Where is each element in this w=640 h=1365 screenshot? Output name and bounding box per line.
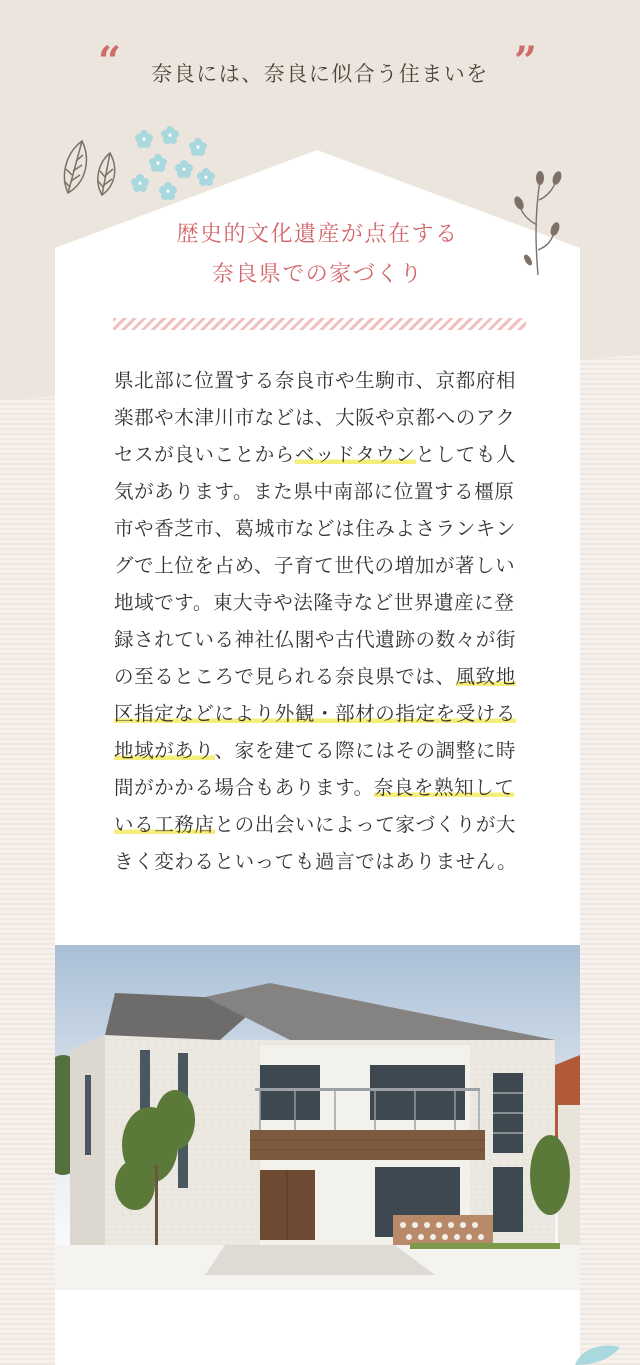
body-text: との出会いによって家づくりが大きく変わるといっても過言ではありません。 bbox=[114, 813, 518, 873]
highlight-text: ベッドタウン bbox=[294, 443, 416, 466]
house-photo bbox=[55, 945, 580, 1290]
section-title-line1: 歴史的文化遺産が点在する bbox=[176, 222, 459, 247]
body-text: 県北部に位置する奈良市や生駒市、京都府相楽郡や木津川市などは、大阪や京都へのアクセスが良いことから bbox=[114, 369, 517, 466]
highlight-text: 風致地区指定などにより外観・部材の指定を受ける地域があり bbox=[114, 665, 517, 762]
highlight-text: 奈良を熟知している工務店 bbox=[114, 776, 515, 836]
leaf-icon bbox=[570, 1342, 630, 1365]
title-divider bbox=[113, 318, 526, 330]
section-title bbox=[55, 215, 580, 295]
page-heading: 奈良には、奈良に似合う住まいを bbox=[151, 62, 489, 86]
open-quote-mark: “ bbox=[98, 38, 122, 85]
leaf-icon bbox=[58, 135, 128, 205]
body-text: としても人気があります。また県中南部に位置する橿原市や香芝市、葛城市などは住みよさランキングで上位を占め、子育て世代の増加が著しい地域です。東大寺や法隆寺など世界遺産に登録されている神社仏閣や古代遺跡の数々が街の至るところで見られる奈良県では、 bbox=[114, 443, 517, 688]
close-quote-mark: ” bbox=[514, 38, 538, 85]
section-title-line2: 奈良県での家づくり bbox=[211, 262, 424, 287]
body-paragraph bbox=[114, 362, 534, 880]
body-text: 、家を建てる際にはその調整に時間がかかる場合もあります。 bbox=[114, 739, 517, 799]
